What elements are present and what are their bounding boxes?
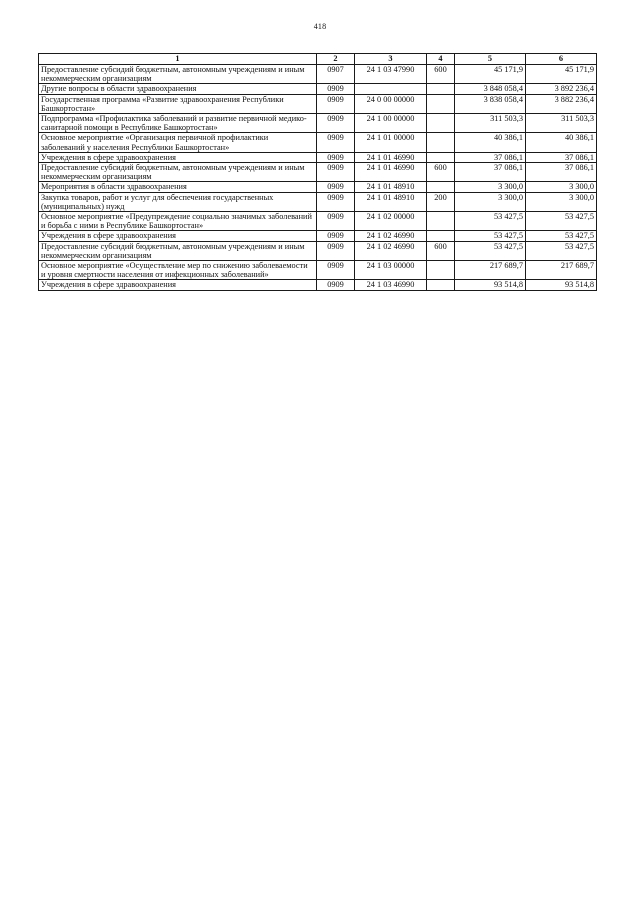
column-header-1: 1 xyxy=(39,54,317,65)
item-name: Учреждения в сфере здравоохранения xyxy=(39,152,317,162)
target-code: 24 1 02 46990 xyxy=(355,241,427,260)
item-name: Предоставление субсидий бюджетным, автономным учреждениям и иным некоммерческим организациям xyxy=(39,241,317,260)
expense-type-code xyxy=(427,182,455,192)
target-code: 24 1 02 46990 xyxy=(355,231,427,241)
budget-table xyxy=(38,53,597,291)
amount-year-1: 217 689,7 xyxy=(455,261,526,280)
table-row xyxy=(39,163,597,182)
amount-year-2: 3 892 236,4 xyxy=(526,84,597,94)
table-row xyxy=(39,133,597,152)
section-code: 0909 xyxy=(317,163,355,182)
amount-year-1: 3 848 058,4 xyxy=(455,84,526,94)
section-code: 0909 xyxy=(317,84,355,94)
item-name: Учреждения в сфере здравоохранения xyxy=(39,280,317,290)
table-row xyxy=(39,84,597,94)
amount-year-1: 45 171,9 xyxy=(455,65,526,84)
target-code: 24 1 02 00000 xyxy=(355,212,427,231)
amount-year-2: 3 300,0 xyxy=(526,192,597,211)
item-name: Учреждения в сфере здравоохранения xyxy=(39,231,317,241)
target-code: 24 1 03 47990 xyxy=(355,65,427,84)
target-code xyxy=(355,84,427,94)
amount-year-1: 3 300,0 xyxy=(455,192,526,211)
section-code: 0909 xyxy=(317,261,355,280)
table-row xyxy=(39,65,597,84)
column-header-4: 4 xyxy=(427,54,455,65)
expense-type-code xyxy=(427,114,455,133)
expense-type-code xyxy=(427,261,455,280)
target-code: 24 1 00 00000 xyxy=(355,114,427,133)
amount-year-2: 40 386,1 xyxy=(526,133,597,152)
item-name: Закупка товаров, работ и услуг для обеспечения государственных (муниципальных) нужд xyxy=(39,192,317,211)
amount-year-1: 3 300,0 xyxy=(455,182,526,192)
amount-year-1: 53 427,5 xyxy=(455,241,526,260)
amount-year-2: 311 503,3 xyxy=(526,114,597,133)
header-row xyxy=(39,54,597,65)
column-header-3: 3 xyxy=(355,54,427,65)
item-name: Мероприятия в области здравоохранения xyxy=(39,182,317,192)
page-number: 418 xyxy=(313,22,327,31)
target-code: 24 1 01 46990 xyxy=(355,152,427,162)
expense-type-code xyxy=(427,231,455,241)
amount-year-2: 37 086,1 xyxy=(526,163,597,182)
column-header-2: 2 xyxy=(317,54,355,65)
section-code: 0909 xyxy=(317,94,355,113)
table-row xyxy=(39,280,597,290)
item-name: Основное мероприятие «Осуществление мер по снижению заболеваемости и уровня смертности населения от инфекционных заболеваний» xyxy=(39,261,317,280)
column-header-6: 6 xyxy=(526,54,597,65)
expense-type-code xyxy=(427,152,455,162)
expense-type-code: 600 xyxy=(427,65,455,84)
item-name: Государственная программа «Развитие здравоохранения Республики Башкортостан» xyxy=(39,94,317,113)
section-code: 0909 xyxy=(317,182,355,192)
table-row xyxy=(39,182,597,192)
section-code: 0909 xyxy=(317,114,355,133)
section-code: 0909 xyxy=(317,152,355,162)
section-code: 0907 xyxy=(317,65,355,84)
amount-year-1: 40 386,1 xyxy=(455,133,526,152)
table-row xyxy=(39,114,597,133)
target-code: 24 1 03 00000 xyxy=(355,261,427,280)
target-code: 24 0 00 00000 xyxy=(355,94,427,113)
expense-type-code: 200 xyxy=(427,192,455,211)
table-row xyxy=(39,94,597,113)
column-header-5: 5 xyxy=(455,54,526,65)
table-header xyxy=(39,54,597,65)
expense-type-code: 600 xyxy=(427,163,455,182)
amount-year-2: 53 427,5 xyxy=(526,231,597,241)
amount-year-2: 3 300,0 xyxy=(526,182,597,192)
amount-year-2: 45 171,9 xyxy=(526,65,597,84)
item-name: Предоставление субсидий бюджетным, автономным учреждениям и иным некоммерческим организациям xyxy=(39,163,317,182)
item-name: Основное мероприятие «Организация первичной профилактики заболеваний у населения Республики Башкортостан» xyxy=(39,133,317,152)
amount-year-1: 53 427,5 xyxy=(455,231,526,241)
amount-year-1: 93 514,8 xyxy=(455,280,526,290)
table-row xyxy=(39,212,597,231)
table-row xyxy=(39,192,597,211)
item-name: Предоставление субсидий бюджетным, автономным учреждениям и иным некоммерческим организациям xyxy=(39,65,317,84)
target-code: 24 1 01 46990 xyxy=(355,163,427,182)
amount-year-1: 37 086,1 xyxy=(455,163,526,182)
table-body xyxy=(39,65,597,291)
expense-type-code xyxy=(427,280,455,290)
table-row xyxy=(39,152,597,162)
item-name: Основное мероприятие «Предупреждение социально значимых заболеваний и борьба с ними в Республике Башкортостан» xyxy=(39,212,317,231)
expense-type-code xyxy=(427,212,455,231)
section-code: 0909 xyxy=(317,241,355,260)
section-code: 0909 xyxy=(317,212,355,231)
amount-year-1: 311 503,3 xyxy=(455,114,526,133)
section-code: 0909 xyxy=(317,280,355,290)
amount-year-1: 53 427,5 xyxy=(455,212,526,231)
target-code: 24 1 03 46990 xyxy=(355,280,427,290)
item-name: Другие вопросы в области здравоохранения xyxy=(39,84,317,94)
expense-type-code xyxy=(427,133,455,152)
table-row xyxy=(39,261,597,280)
target-code: 24 1 01 48910 xyxy=(355,182,427,192)
section-code: 0909 xyxy=(317,133,355,152)
amount-year-2: 93 514,8 xyxy=(526,280,597,290)
expense-type-code: 600 xyxy=(427,241,455,260)
target-code: 24 1 01 00000 xyxy=(355,133,427,152)
amount-year-1: 3 838 058,4 xyxy=(455,94,526,113)
section-code: 0909 xyxy=(317,192,355,211)
amount-year-2: 37 086,1 xyxy=(526,152,597,162)
amount-year-2: 53 427,5 xyxy=(526,241,597,260)
table-row xyxy=(39,241,597,260)
target-code: 24 1 01 48910 xyxy=(355,192,427,211)
amount-year-2: 3 882 236,4 xyxy=(526,94,597,113)
section-code: 0909 xyxy=(317,231,355,241)
expense-type-code xyxy=(427,94,455,113)
expense-type-code xyxy=(427,84,455,94)
item-name: Подпрограмма «Профилактика заболеваний и развитие первичной медико-санитарной помощи в Республике Башкортостан» xyxy=(39,114,317,133)
table-row xyxy=(39,231,597,241)
amount-year-2: 217 689,7 xyxy=(526,261,597,280)
amount-year-2: 53 427,5 xyxy=(526,212,597,231)
amount-year-1: 37 086,1 xyxy=(455,152,526,162)
